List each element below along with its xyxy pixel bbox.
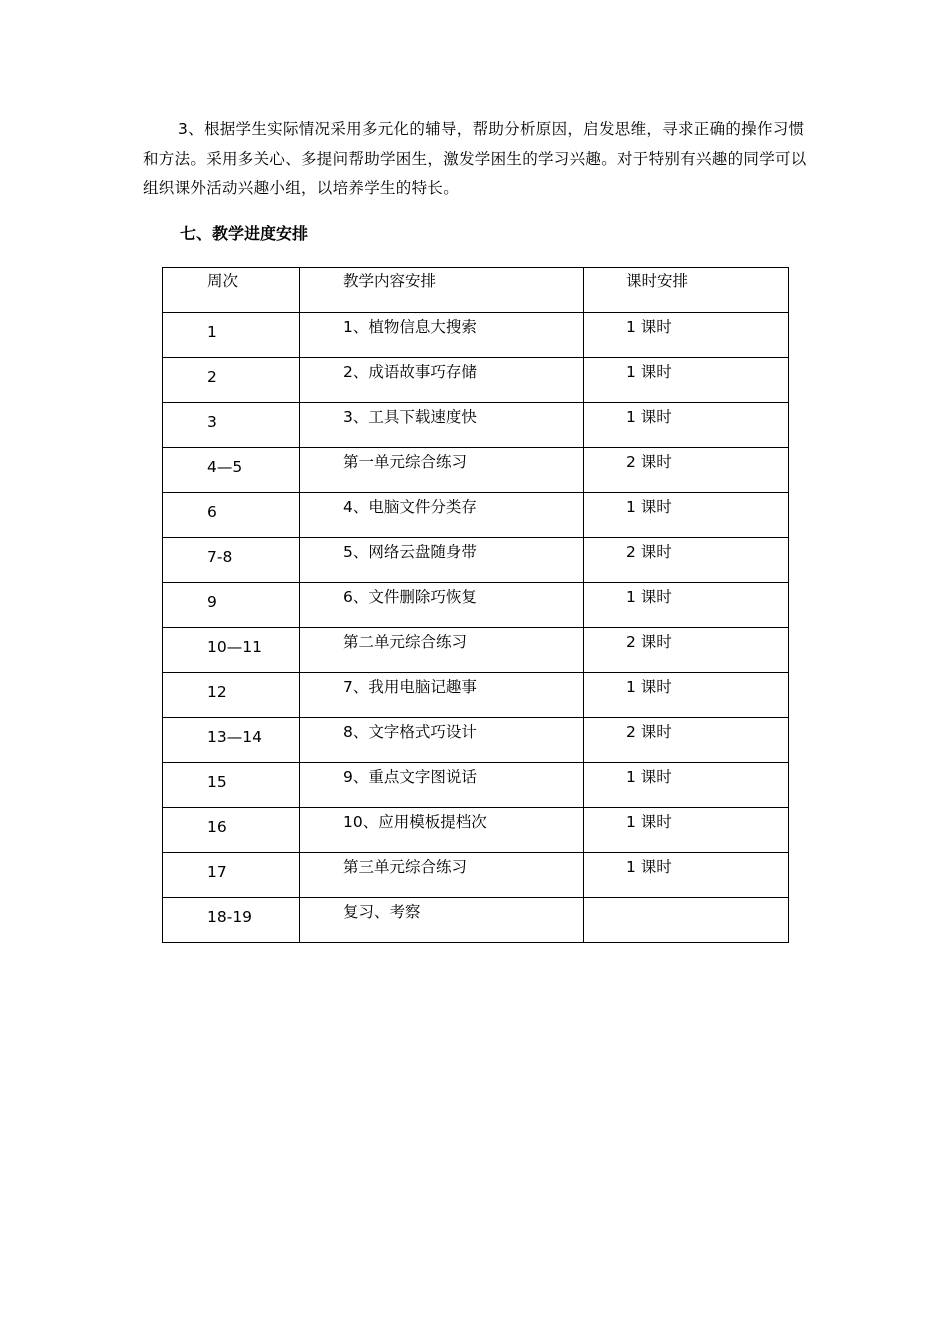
week-cell: [163, 313, 300, 358]
table-row: [163, 898, 789, 943]
table-row: [163, 583, 789, 628]
content-cell: [300, 718, 584, 763]
hours-cell: [584, 538, 789, 583]
hours-cell: [584, 358, 789, 403]
content-cell: [300, 358, 584, 403]
week-cell-text: 12: [207, 683, 227, 701]
week-cell: [163, 358, 300, 403]
hours-cell: [584, 853, 789, 898]
week-cell-text: 15: [207, 773, 227, 791]
content-cell-text: 6、文件删除巧恢复: [343, 588, 477, 606]
header-week: [163, 268, 300, 313]
hours-cell-text: 1 课时: [626, 498, 672, 516]
table-row: [163, 448, 789, 493]
week-cell-text: 16: [207, 818, 227, 836]
hours-cell: [584, 403, 789, 448]
header-week-label: 周次: [207, 272, 239, 290]
hours-cell-text: 2 课时: [626, 633, 672, 651]
week-cell-text: 18-19: [207, 908, 253, 926]
week-cell: [163, 493, 300, 538]
week-cell: [163, 673, 300, 718]
hours-cell: [584, 313, 789, 358]
content-cell: [300, 403, 584, 448]
hours-cell: [584, 583, 789, 628]
hours-cell-text: 2 课时: [626, 543, 672, 561]
week-cell-text: 6: [207, 503, 217, 521]
week-cell-text: 9: [207, 593, 217, 611]
content-cell: [300, 628, 584, 673]
hours-cell: [584, 448, 789, 493]
hours-cell-text: 1 课时: [626, 678, 672, 696]
content-cell-text: 4、电脑文件分类存: [343, 498, 477, 516]
hours-cell: [584, 763, 789, 808]
header-content: [300, 268, 584, 313]
hours-cell: [584, 898, 789, 943]
content-cell-text: 复习、考察: [343, 903, 421, 921]
week-cell-text: 13—14: [207, 728, 262, 746]
content-cell-text: 2、成语故事巧存储: [343, 363, 477, 381]
hours-cell: [584, 808, 789, 853]
content-cell-text: 8、文字格式巧设计: [343, 723, 477, 741]
table-row: [163, 358, 789, 403]
week-cell: [163, 808, 300, 853]
hours-cell-text: 1 课时: [626, 318, 672, 336]
content-cell: [300, 673, 584, 718]
week-cell: [163, 448, 300, 493]
content-cell-text: 10、应用模板提档次: [343, 813, 487, 831]
content-cell-text: 7、我用电脑记趣事: [343, 678, 477, 696]
content-cell: [300, 448, 584, 493]
table-row: [163, 538, 789, 583]
hours-cell-text: [584, 898, 788, 902]
hours-cell-text: 1 课时: [626, 588, 672, 606]
body-paragraph: 3、根据学生实际情况采用多元化的辅导，帮助分析原因，启发思维，寻求正确的操作习惯和方法。采用多关心、多提问帮助学困生，激发学困生的学习兴趣。对于特别有兴趣的同学可以组织课外活动兴趣小组，以培养学生的特长。: [143, 120, 807, 197]
hours-cell: [584, 493, 789, 538]
content-cell: [300, 313, 584, 358]
table-row: [163, 403, 789, 448]
table-row: [163, 808, 789, 853]
hours-cell-text: 1 课时: [626, 813, 672, 831]
table-row: [163, 718, 789, 763]
week-cell-text: 10—11: [207, 638, 262, 656]
week-cell-text: 1: [207, 323, 217, 341]
week-cell-text: 17: [207, 863, 227, 881]
week-cell: [163, 718, 300, 763]
week-cell: [163, 403, 300, 448]
header-hours-label: 课时安排: [626, 272, 689, 290]
content-cell-text: 5、网络云盘随身带: [343, 543, 477, 561]
table-row: [163, 853, 789, 898]
content-cell: [300, 853, 584, 898]
content-cell-text: 1、植物信息大搜索: [343, 318, 477, 336]
week-cell-text: 4—5: [207, 458, 243, 476]
hours-cell: [584, 718, 789, 763]
hours-cell-text: 2 课时: [626, 453, 672, 471]
hours-cell-text: 1 课时: [626, 768, 672, 786]
week-cell: [163, 583, 300, 628]
header-content-label: 教学内容安排: [343, 272, 437, 290]
content-cell-text: 第一单元综合练习: [343, 453, 468, 471]
content-cell: [300, 763, 584, 808]
week-cell: [163, 763, 300, 808]
content-cell-text: 3、工具下载速度快: [343, 408, 477, 426]
table-row: [163, 493, 789, 538]
header-hours: [584, 268, 789, 313]
table-row: [163, 628, 789, 673]
hours-cell-text: 2 课时: [626, 723, 672, 741]
content-cell-text: 9、重点文字图说话: [343, 768, 477, 786]
content-cell: [300, 538, 584, 583]
table-row: [163, 313, 789, 358]
table-row: [163, 673, 789, 718]
hours-cell-text: 1 课时: [626, 408, 672, 426]
content-cell: [300, 493, 584, 538]
week-cell-text: 7-8: [207, 548, 233, 566]
content-cell: [300, 898, 584, 943]
content-cell-text: 第三单元综合练习: [343, 858, 468, 876]
week-cell: [163, 898, 300, 943]
week-cell-text: 2: [207, 368, 217, 386]
table-row: [163, 763, 789, 808]
week-cell: [163, 628, 300, 673]
hours-cell: [584, 628, 789, 673]
content-cell-text: 第二单元综合练习: [343, 633, 468, 651]
hours-cell-text: 1 课时: [626, 858, 672, 876]
table-header-row: [163, 268, 789, 313]
teaching-schedule-table: [162, 267, 789, 943]
hours-cell-text: 1 课时: [626, 363, 672, 381]
content-cell: [300, 808, 584, 853]
week-cell-text: 3: [207, 413, 217, 431]
week-cell: [163, 853, 300, 898]
content-cell: [300, 583, 584, 628]
week-cell: [163, 538, 300, 583]
section-heading: 七、教学进度安排: [180, 224, 309, 243]
hours-cell: [584, 673, 789, 718]
